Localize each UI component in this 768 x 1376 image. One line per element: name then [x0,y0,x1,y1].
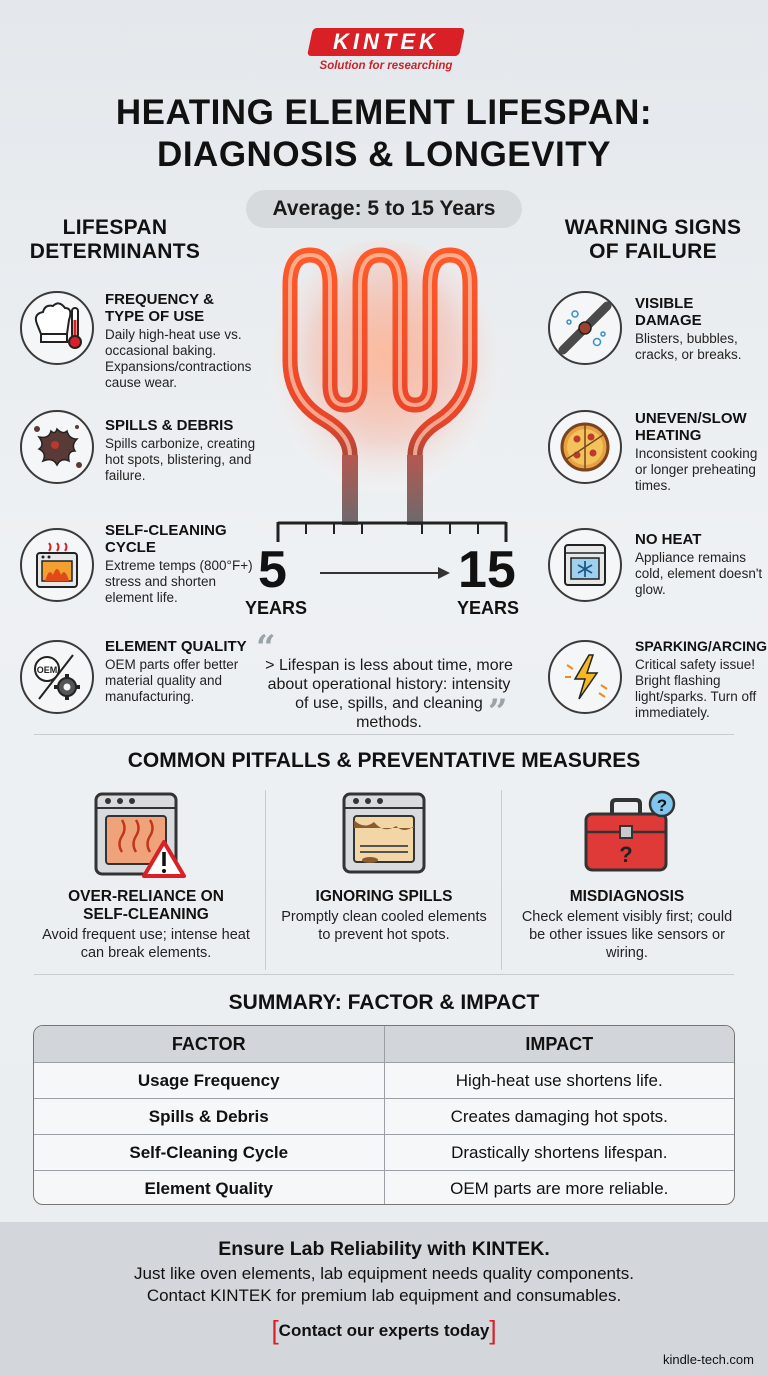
determinant-title: SELF-CLEANING [105,522,227,539]
warning-title: HEATING [635,427,702,444]
logo-tagline: Solution for researching [319,60,453,72]
section-divider [34,734,734,735]
determinant-spills [105,417,265,484]
contact-experts-link[interactable]: [Contact our experts today] [271,1315,497,1345]
right-column-heading [548,216,758,264]
pizza-icon [548,410,622,484]
factor-cell: Element Quality [34,1171,385,1205]
warning-title: NO HEAT [635,531,702,548]
svg-text:?: ? [619,842,633,867]
determinant-self-cleaning [105,522,265,606]
factor-cell: Self-Cleaning Cycle [34,1135,385,1170]
table-row [34,1134,734,1170]
site-url[interactable]: kindle-tech.com [662,1352,754,1367]
pitfall-ignoring-spills [280,888,488,944]
impact-cell: Creates damaging hot spots. [450,1106,668,1126]
heating-element-illustration [270,240,500,530]
table-header-row [34,1026,734,1062]
impact-cell: High-heat use shortens life. [455,1070,663,1090]
pitfall-desc: Promptly clean cooled elements to prevent hot spots. [281,909,487,943]
dirty-oven-icon [340,790,428,876]
average-lifespan-pill: Average: 5 to 15 Years [246,190,522,228]
warning-desc: Appliance remains cold, element doesn't glow. [635,550,763,597]
summary-table [33,1025,735,1205]
section-divider [34,974,734,975]
chef-thermometer-icon [20,291,94,365]
determinant-title: TYPE OF USE [105,308,205,325]
damaged-element-icon [548,291,622,365]
determinant-frequency [105,291,265,391]
left-heading-line-1: LIFESPAN [62,216,168,239]
warning-desc: Critical safety issue! Bright flashing light/sparks. Turn off immediately. [635,657,757,720]
impact-cell: Drastically shortens lifespan. [451,1142,668,1162]
svg-text:?: ? [656,796,668,815]
pitfall-title: IGNORING SPILLS [315,888,453,905]
pitfall-title: MISDIAGNOSIS [569,888,685,905]
left-heading-line-2: DETERMINANTS [29,240,201,263]
warning-no-heat [635,531,765,598]
factor-cell: Spills & Debris [34,1099,385,1134]
footer-title: Ensure Lab Reliability with KINTEK. [218,1238,550,1260]
determinant-desc: Extreme temps (800°F+) stress and shorten element life. [105,558,253,605]
svg-text:OEM: OEM [36,665,58,675]
page-title [0,92,768,176]
title-line-1: HEATING ELEMENT LIFESPAN: [115,93,653,132]
impact-cell: OEM parts are more reliable. [450,1178,669,1198]
left-column-heading [10,216,220,264]
warning-desc: Inconsistent cooking or longer preheating times. [635,446,758,493]
table-row [34,1062,734,1098]
table-header-factor: FACTOR [34,1026,385,1062]
determinant-desc: Daily high-heat use vs. occasional baking. Expansions/contractions cause wear. [105,327,252,390]
column-divider [501,790,502,970]
pitfall-desc: Check element visibly first; could be other issues like sensors or wiring. [521,909,733,961]
oven-fire-icon [20,528,94,602]
table-row [34,1098,734,1134]
determinant-desc: OEM parts offer better material quality and manufacturing. [105,657,239,704]
right-heading-line-2: OF FAILURE [589,240,717,263]
pitfall-desc: Avoid frequent use; intense heat can break elements. [42,927,250,961]
warning-sparking [635,638,765,721]
determinant-title: CYCLE [105,539,156,556]
determinant-title: FREQUENCY & [105,291,214,308]
pitfall-misdiagnosis [516,888,738,962]
determinant-quality [105,638,265,705]
table-header-impact: IMPACT [525,1033,594,1054]
spark-icon [548,640,622,714]
toolbox-question-icon [582,790,678,880]
cta-label: Contact our experts today [278,1321,490,1340]
pitfalls-heading: COMMON PITFALLS & PREVENTATIVE MEASURES [127,749,641,772]
oven-warning-icon [92,790,188,880]
footer-banner [0,1222,768,1376]
warning-title: DAMAGE [635,312,702,329]
timeline-start-label: YEARS [245,598,308,618]
close-quote-icon: ” [488,692,508,732]
warning-desc: Blisters, bubbles, cracks, or breaks. [635,331,742,362]
warning-visible-damage [635,295,765,363]
right-heading-line-1: WARNING SIGNS [564,216,742,239]
oem-gear-icon [20,640,94,714]
splatter-icon [20,410,94,484]
footer-line-1: Just like oven elements, lab equipment needs quality components. [134,1264,634,1283]
logo-text: KINTEK [333,29,439,54]
timeline-end-label: YEARS [457,598,520,618]
pitfall-title: OVER-RELIANCE ON [68,888,224,905]
footer-line-2: Contact KINTEK for premium lab equipment and consumables. [146,1286,622,1305]
determinant-title: ELEMENT QUALITY [105,638,247,655]
warning-title: SPARKING/ARCING [635,638,767,654]
lifespan-quote: > Lifespan is less about time, more about operational history: intensity of use, spills, and cleaning methods. [265,657,513,731]
determinant-desc: Spills carbonize, creating hot spots, blistering, and failure. [105,436,256,483]
timeline-start-value: 5 [258,541,287,599]
summary-heading: SUMMARY: FACTOR & IMPACT [228,991,540,1014]
factor-cell: Usage Frequency [34,1063,385,1098]
column-divider [265,790,266,970]
warning-title: UNEVEN/SLOW [635,410,747,427]
kintek-logo [307,28,465,56]
table-row [34,1170,734,1205]
open-quote-icon: “ [256,628,276,668]
timeline-arrow-icon [318,564,454,582]
determinant-title: SPILLS & DEBRIS [105,417,234,434]
pitfall-self-cleaning [40,888,252,962]
pitfall-title: SELF-CLEANING [83,906,209,923]
title-line-2: DIAGNOSIS & LONGEVITY [157,135,611,174]
warning-title: VISIBLE [635,295,694,312]
cold-oven-icon [548,528,622,602]
warning-uneven-heating [635,410,765,494]
timeline-end-value: 15 [458,541,516,599]
